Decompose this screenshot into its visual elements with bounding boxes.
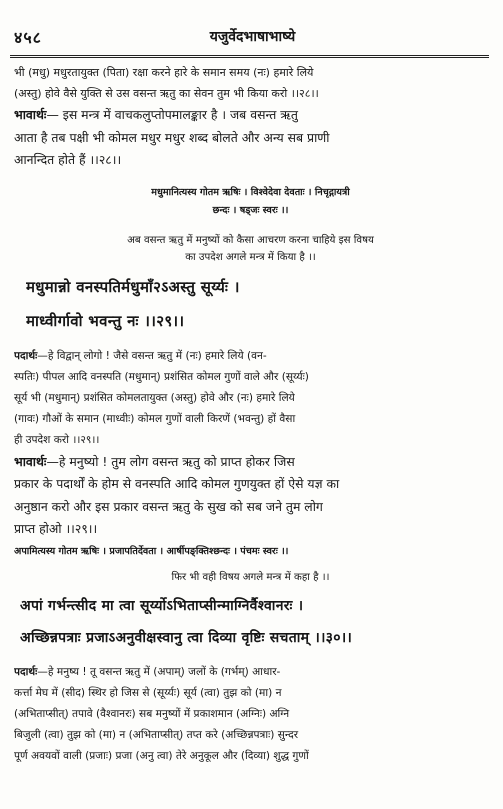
text-line: अनुष्ठान करो और इस प्रकार वसन्त ऋतु के सुख को सब जने तुम लोग	[14, 498, 323, 514]
mantra-line: अपां गर्भन्त्सीद मा त्वा सूर्य्योऽभिताप्सीन्माग्निर्वैश्वानरः ।	[20, 597, 304, 614]
verse-30-metadata	[14, 543, 487, 561]
text-line: का उपदेश अगले मन्त्र में किया है ।।	[185, 251, 316, 263]
text-line: आता है तब पक्षी भी कोमल मधुर मधुर शब्द बोलते और अन्य सब प्राणी	[14, 129, 330, 145]
text-line: ही उपदेश करो ।।२९।।	[14, 433, 100, 446]
mantra-29	[26, 270, 487, 338]
text-line: —हे विद्वान् लोगो ! जैसे वसन्त ऋतु में (नः) हमारे लिये (वन-	[37, 349, 267, 362]
verse-30-subject	[14, 569, 487, 586]
text-line: —हे मनुष्यो ! तुम लोग वसन्त ऋतु को प्राप्त होकर जिस	[46, 453, 295, 469]
text-line: (अभिताप्सीत्) तपावे (वैश्वानरः) सब मनुष्यों में प्रकाशमान (अग्निः) अग्नि	[14, 707, 290, 720]
padartha-29	[14, 346, 487, 451]
text-line: — इस मन्त्र में वाचकलुप्तोपमालङ्कार है । जब वसन्त ऋतु	[46, 107, 298, 122]
running-title: यजुर्वेदभाषाभाष्ये	[209, 29, 296, 45]
bhavartha-28	[14, 104, 487, 172]
text-line: मधुमानित्यस्य गोतम ऋषिः । विश्वेदेवा देवताः । निचृद्गायत्री	[151, 186, 350, 198]
text-line: पूर्ण अवयवों वाली (प्रजाः) प्रजा (अनु त्वा) तेरे अनुकूल और (दिव्या) शुद्ध गुणों	[14, 749, 309, 762]
text-line: सूर्य भी (मधुमान्) प्रशंसित कोमलतायुक्त (अस्तु) होवे और (नः) हमारे लिये	[14, 391, 295, 404]
text-line: प्रकार के पदार्थों के होम से वनस्पति आदि कोमल गुणयुक्त हों ऐसे यज्ञ का	[14, 476, 340, 491]
mantra-30	[20, 590, 487, 654]
page-body	[14, 62, 487, 767]
page-number: ४५८	[14, 28, 42, 47]
section-label: भावार्थः	[14, 453, 47, 469]
header-rule	[10, 55, 489, 58]
page-header	[14, 18, 491, 48]
mantra-line: माध्वीर्गावो भवन्तु नः ।।२९।।	[26, 311, 185, 330]
text-line: कर्त्ता मेघ में (सीद) स्थिर हो जिस से (सूर्य्यः) सूर्य (त्वा) तुझ को (मा) न	[14, 686, 282, 699]
section-label: पदार्थः	[14, 665, 38, 678]
text-line: स्पतिः) पीपल आदि वनस्पति (मधुमान्) प्रशंसित कोमल गुणों वाले और (सूर्य्यः)	[14, 370, 309, 383]
section-label: पदार्थः	[14, 349, 38, 362]
padartha-30	[14, 662, 487, 767]
text-line: बिजुली (त्वा) तुझ को (मा) न (अभिताप्सीत्) तप्त करे (अच्छिन्नपत्राः) सुन्दर	[14, 728, 299, 741]
text-line: भी (मधु) मधुरतायुक्त (पिता) रक्षा करने हारे के समान समय (नः) हमारे लिये	[14, 66, 314, 79]
text-line: छन्दः । षड्जः स्वरः ।।	[212, 204, 289, 216]
text-line: आनन्दित होते हैं ।।२८।।	[14, 152, 122, 167]
mantra-line: अच्छिन्नपत्राः प्रजाऽअनुवीक्षस्वानु त्वा दिव्या वृष्टिः सचताम् ।।३०।।	[20, 629, 353, 646]
section-label: भावार्थः	[14, 107, 47, 122]
text-line: फिर भी वही विषय अगले मन्त्र में कहा है ।।	[171, 571, 330, 583]
mantra-line: मधुमान्नो वनस्पतिर्मधुमाँ२ऽअस्तु सूर्य्यः ।	[26, 277, 240, 296]
text-line: (अस्तु) होवे वैसे युक्ति से उस वसन्त ऋतु का सेवन तुम भी किया करो ।।२८।।	[14, 87, 319, 100]
text-line: अपामित्यस्य गोतम ऋषिः । प्रजापतिर्देवता । आर्षीपङ्क्तिश्छन्दः । पंचमः स्वरः ।।	[14, 545, 289, 557]
text-line: प्राप्त होओ ।।२९।।	[14, 521, 98, 536]
text-line: (गावः) गौओं के समान (माध्वीः) कोमल गुणों वाली किरणें (भवन्तु) हों वैसा	[14, 412, 296, 425]
text-line: —हे मनुष्य ! तू वसन्त ऋतु में (अपाम्) जलों के (गर्भम्) आधार-	[37, 665, 281, 678]
verse-29-subject	[14, 232, 487, 266]
verse-29-metadata	[14, 184, 487, 220]
bhavartha-29	[14, 451, 487, 541]
verse-28-end	[14, 62, 487, 104]
text-line: अब वसन्त ऋतु में मनुष्यों को कैसा आचरण करना चाहिये इस विषय	[127, 234, 374, 246]
